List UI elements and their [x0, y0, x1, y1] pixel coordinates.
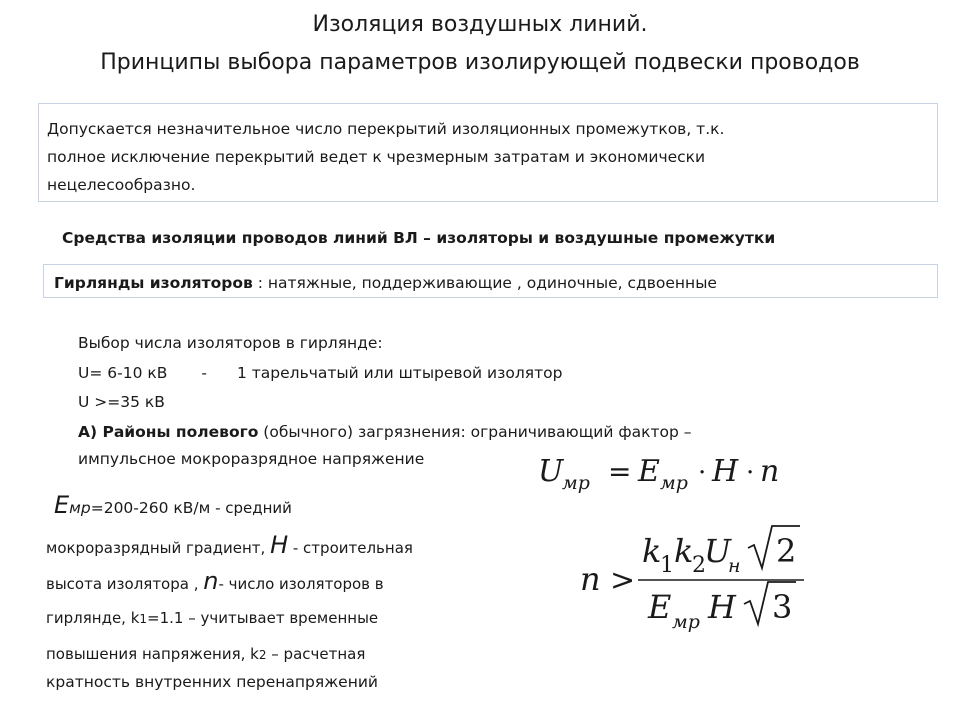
- e-value: =200-260 кВ/м: [90, 499, 211, 517]
- intro-line-3: нецелесообразно.: [47, 176, 196, 194]
- increase-text: повышения напряжения, k: [46, 645, 259, 663]
- low-voltage-dash: -: [201, 364, 207, 382]
- selection-heading: Выбор числа изоляторов в гирлянде:: [78, 334, 383, 352]
- f1-u-sub: мр: [562, 472, 590, 493]
- garlands-label: Гирлянды изоляторов: [54, 274, 253, 292]
- def-line-4: [46, 607, 378, 630]
- k1-sub: 1: [139, 612, 148, 626]
- n-desc: - число изоляторов в: [218, 575, 384, 593]
- f1-n: n: [760, 454, 780, 489]
- region-bold: А) Районы полевого: [78, 423, 259, 441]
- insulation-means-heading: Средства изоляции проводов линий ВЛ – изоляторы и воздушные промежутки: [62, 229, 776, 247]
- region-line-1: [78, 421, 692, 443]
- garlands-text: [54, 271, 717, 295]
- intro-note-text: [47, 115, 927, 199]
- garland-k1-text: гирлянде, k: [46, 609, 140, 627]
- k2-sub: 2: [258, 648, 267, 662]
- gradient-text: мокроразрядный градиент,: [46, 539, 271, 557]
- f2-n: n: [580, 560, 601, 598]
- selection-high-voltage: U >=35 кВ: [78, 393, 165, 411]
- region-rest: (обычного) загрязнения: ограничивающий фактор –: [258, 423, 692, 441]
- region-line-2: импульсное мокроразрядное напряжение: [78, 450, 425, 468]
- low-voltage-text: 1 тарельчатый или штыревой изолятор: [236, 364, 563, 382]
- def-line-3: [46, 567, 384, 595]
- def-line-6: кратность внутренних перенапряжений: [46, 673, 379, 691]
- height-text: высота изолятора ,: [46, 575, 204, 593]
- def-line-1: [54, 491, 292, 519]
- formula-wet-discharge-voltage: [536, 447, 786, 493]
- f2-u-sub: н: [728, 555, 741, 577]
- f1-e: E: [638, 454, 660, 489]
- intro-note-box: [38, 103, 938, 202]
- h-desc: - строительная: [288, 539, 413, 557]
- f2-greater: >: [610, 563, 636, 598]
- f2-h: H: [708, 588, 736, 626]
- f2-k2: k: [674, 532, 694, 570]
- intro-line-2: полное исключение перекрытий ведет к чрезмерным затратам и экономически: [47, 148, 706, 166]
- formula-insulator-count: [576, 518, 812, 640]
- e-symbol: E: [54, 491, 70, 519]
- f1-dot-2: ·: [746, 458, 755, 488]
- f2-numerator-root-value: 2: [776, 532, 797, 570]
- def-line-5: [46, 643, 365, 666]
- f1-h: H: [712, 454, 739, 489]
- e-desc: - средний: [210, 499, 292, 517]
- e-sub: мр: [69, 499, 91, 517]
- f1-u: U: [538, 454, 564, 489]
- slide-title-line-1: Изоляция воздушных линий.: [312, 12, 648, 37]
- f1-dot-1: ·: [698, 458, 707, 488]
- intro-line-1: Допускается незначительное число перекрытий изоляционных промежутков, т.к.: [47, 120, 725, 138]
- h-symbol: H: [270, 531, 289, 559]
- f2-k2-sub: 2: [692, 553, 706, 578]
- k2-desc: – расчетная: [266, 645, 366, 663]
- n-symbol: n: [203, 567, 219, 595]
- f2-k1-sub: 1: [660, 553, 674, 578]
- f2-u: U: [704, 532, 731, 570]
- low-voltage-value: U= 6-10 кВ: [78, 364, 168, 382]
- f2-k1: k: [642, 532, 662, 570]
- f1-e-sub: мр: [660, 472, 688, 493]
- k1-desc: =1.1 – учитывает временные: [147, 609, 379, 627]
- f1-equals: =: [608, 455, 632, 488]
- f2-e: E: [648, 588, 672, 626]
- selection-low-voltage: [78, 362, 562, 384]
- garlands-types: : натяжные, поддерживающие , одиночные, сдвоенные: [252, 274, 717, 292]
- garlands-box: [43, 264, 938, 298]
- slide-title-line-2: Принципы выбора параметров изолирующей подвески проводов: [100, 50, 860, 75]
- def-line-2: [46, 531, 413, 559]
- f2-denominator-root-value: 3: [772, 588, 793, 626]
- f2-e-sub: мр: [672, 611, 700, 633]
